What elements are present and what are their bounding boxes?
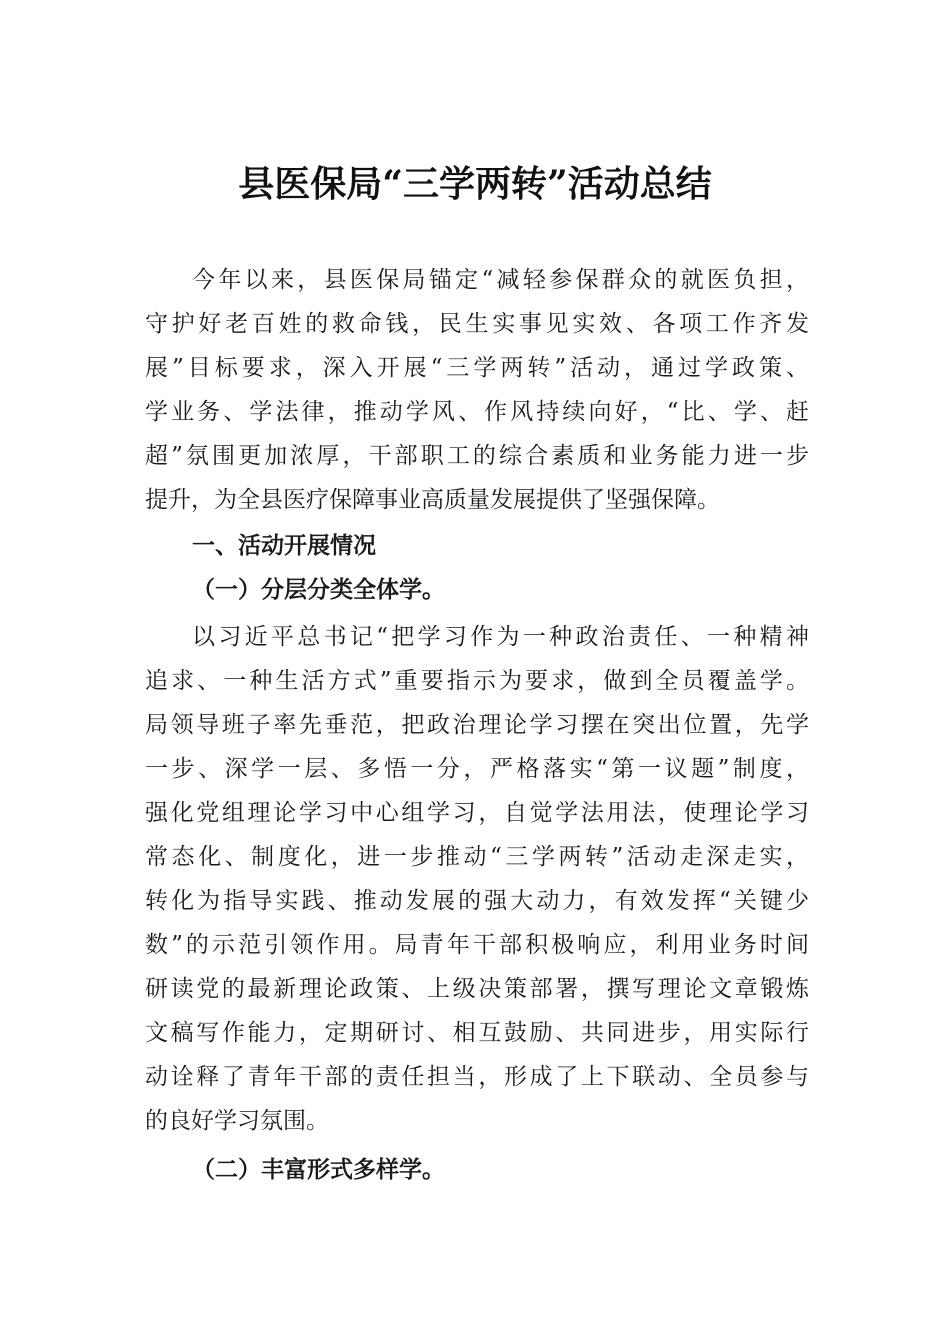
section-heading: 一、活动开展情况: [192, 533, 376, 559]
intro-line: 展”目标要求，深入开展“三学两转”活动，通过学政策、: [145, 355, 809, 381]
intro-line: 超”氛围更加浓厚，干部职工的综合素质和业务能力进一步: [145, 443, 809, 469]
paragraph-line: 常态化、制度化，进一步推动“三学两转”活动走深走实，: [145, 844, 809, 870]
paragraph-line: 动诠释了青年干部的责任担当，形成了上下联动、全员参与: [145, 1064, 809, 1090]
paragraph-line: 追求、一种生活方式”重要指示为要求，做到全员覆盖学。: [145, 668, 809, 694]
subsection-heading: （二）丰富形式多样学。: [192, 1156, 445, 1183]
paragraph-line: 以习近平总书记“把学习作为一种政治责任、一种精神: [192, 624, 809, 650]
paragraph-line: 强化党组理论学习中心组学习，自觉学法用法，使理论学习: [145, 800, 809, 826]
paragraph-line: 一步、深学一层、多悟一分，严格落实“第一议题”制度，: [145, 756, 809, 782]
subsection-heading: （一）分层分类全体学。: [192, 576, 445, 603]
intro-line: 学业务、学法律，推动学风、作风持续向好，“比、学、赶: [145, 399, 809, 425]
intro-line: 提升，为全县医疗保障事业高质量发展提供了坚强保障。: [145, 487, 720, 513]
paragraph-line: 研读党的最新理论政策、上级决策部署，撰写理论文章锻炼: [145, 976, 809, 1002]
paragraph-line: 数”的示范引领作用。局青年干部积极响应，利用业务时间: [145, 932, 809, 958]
paragraph-line: 转化为指导实践、推动发展的强大动力，有效发挥“关键少: [145, 888, 809, 914]
intro-line: 守护好老百姓的救命钱，民生实事见实效、各项工作齐发: [145, 311, 809, 337]
paragraph-line: 局领导班子率先垂范，把政治理论学习摆在突出位置，先学: [145, 712, 809, 738]
paragraph-line: 文稿写作能力，定期研讨、相互鼓励、共同进步，用实际行: [145, 1020, 809, 1046]
paragraph-line: 的良好学习氛围。: [145, 1108, 329, 1134]
intro-line: 今年以来，县医保局锚定“减轻参保群众的就医负担，: [192, 267, 809, 293]
document-title: 县医保局“三学两转”活动总结: [238, 163, 712, 205]
